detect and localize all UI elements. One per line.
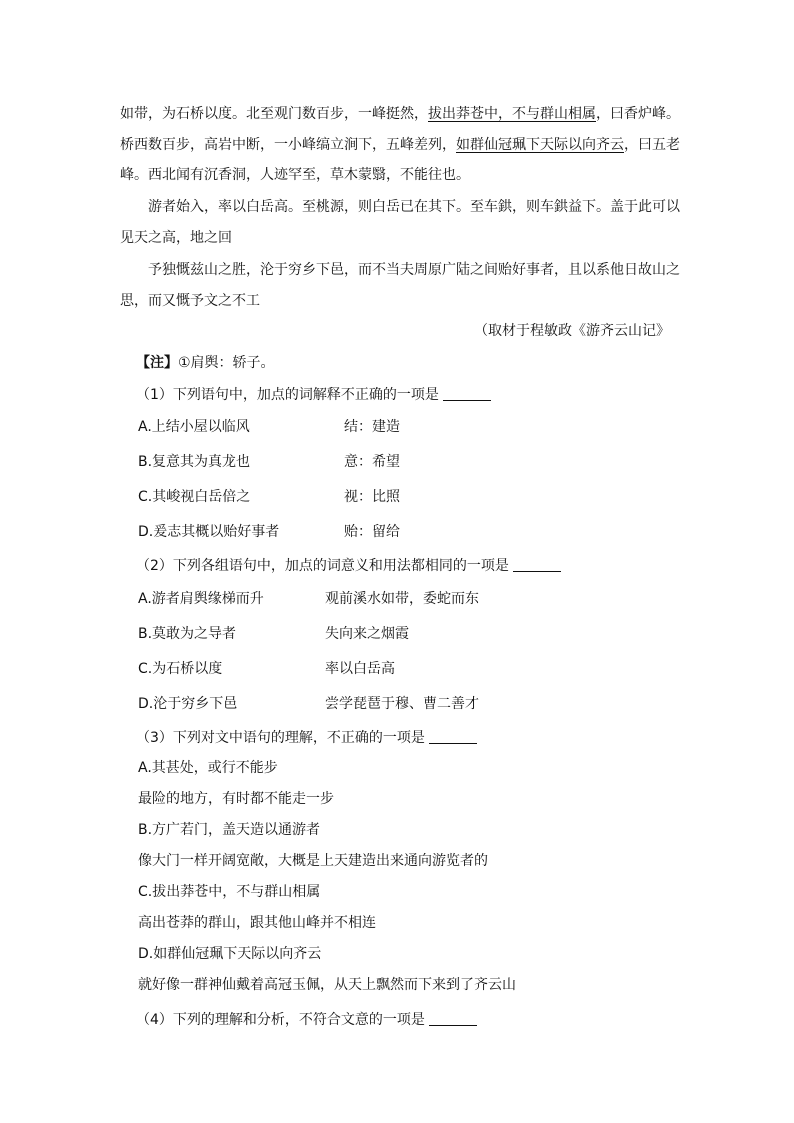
note-label: 【注】 <box>136 355 178 371</box>
passage-line: 予独慨兹山之胜，沦于穷乡下邑，而不当夫周原广陆之间贻好事者，且以系他日故山之 <box>148 262 680 278</box>
q3-option-c-explanation: 高出苍莽的群山，跟其他山峰并不相连 <box>138 915 376 931</box>
q1-option-a: A.上结小屋以临风 <box>138 419 250 435</box>
q1-option-d-gloss: 贻：留给 <box>344 524 400 540</box>
answer-blank <box>429 742 477 744</box>
underlined-sentence: 如群仙冠珮下天际以向齐云 <box>456 137 624 153</box>
q1-option-c: C.其峻视白岳倍之 <box>138 489 251 505</box>
passage-text: ，曰香炉峰。 <box>596 106 680 122</box>
passage-text: 桥西数百步，高岩中断，一小峰缟立涧下，五峰差列， <box>120 137 456 153</box>
passage-line <box>120 104 680 124</box>
answer-blank <box>429 1024 477 1026</box>
passage-line: 游者始入，率以白岳高。至桃源，则白岳已在其下。至车鉷，则车鉷益下。盖于此可以 <box>148 199 680 215</box>
question-text: （4）下列的理解和分析，不符合文意的一项是 <box>136 1012 425 1028</box>
q3-option-a-explanation: 最险的地方，有时都不能走一步 <box>138 791 334 807</box>
passage-line: 思，而又慨予文之不工 <box>120 293 260 309</box>
q1-option-c-gloss: 视：比照 <box>344 489 400 505</box>
question-text: （1）下列语句中，加点的词解释不正确的一项是 <box>136 387 439 403</box>
q2-option-c: C.为石桥以度 <box>138 661 223 677</box>
passage-line: 见天之高，地之回 <box>120 230 232 246</box>
q3-option-d-explanation: 就好像一群神仙戴着高冠玉佩，从天上飘然而下来到了齐云山 <box>138 977 516 993</box>
source-citation: （取材于程敏政《游齐云山记》 <box>474 323 670 339</box>
q1-option-a-gloss: 结：建造 <box>344 419 400 435</box>
q3-option-c: C.拔出莽苍中，不与群山相属 <box>138 884 321 900</box>
underlined-sentence: 拔出莽苍中，不与群山相属 <box>428 106 596 122</box>
q1-option-b: B.复意其为真龙也 <box>138 454 251 470</box>
q2-option-a-pair: 观前溪水如带，委蛇而东 <box>325 591 479 607</box>
q2-option-c-pair: 率以白岳高 <box>325 661 395 677</box>
q1-option-b-gloss: 意：希望 <box>344 454 400 470</box>
question-text: （3）下列对文中语句的理解，不正确的一项是 <box>136 730 425 746</box>
q2-option-b-pair: 失向来之烟霞 <box>325 626 409 642</box>
note-text: ①肩舆：轿子。 <box>178 355 275 371</box>
question-3-stem <box>136 728 477 748</box>
q2-option-d-pair: 尝学琵琶于穆、曹二善才 <box>325 696 479 712</box>
question-4-stem <box>136 1010 477 1030</box>
question-1-stem <box>136 385 491 405</box>
q3-option-b: B.方广若门，盖天造以通游者 <box>138 822 321 838</box>
answer-blank <box>443 399 491 401</box>
question-2-stem <box>136 556 561 576</box>
q2-option-a: A.游者肩舆缘梯而升 <box>138 591 264 607</box>
q3-option-b-explanation: 像大门一样开阔宽敞，大概是上天建造出来通向游览者的 <box>138 853 488 869</box>
q3-option-a: A.其甚处，或行不能步 <box>138 760 278 776</box>
passage-text: 如带，为石桥以度。北至观门数百步，一峰挺然， <box>120 106 428 122</box>
q3-option-d: D.如群仙冠珮下天际以向齐云 <box>138 946 322 962</box>
q1-option-d: D.爰志其概以贻好事者 <box>138 524 280 540</box>
passage-text: ，曰五老 <box>624 137 680 153</box>
answer-blank <box>513 570 561 572</box>
q2-option-b: B.莫敢为之导者 <box>138 626 237 642</box>
question-text: （2）下列各组语句中，加点的词意义和用法都相同的一项是 <box>136 558 509 574</box>
passage-line: 峰。西北闻有沉香洞，人迹罕至，草木蒙翳，不能往也。 <box>120 167 470 183</box>
q2-option-d: D.沦于穷乡下邑 <box>138 696 238 712</box>
passage-line <box>120 135 680 155</box>
annotation-note <box>136 353 275 373</box>
